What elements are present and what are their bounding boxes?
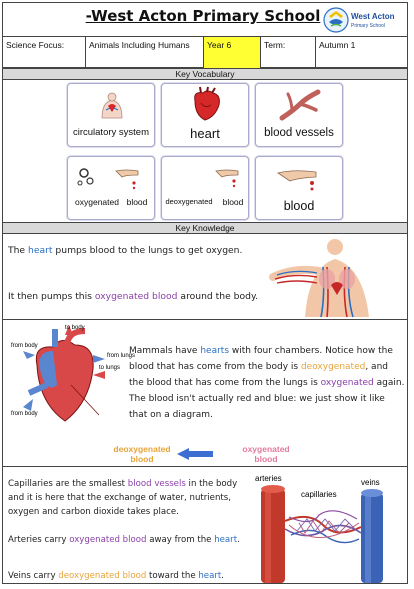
arrow-from-lungs bbox=[93, 371, 105, 379]
heart-chambers-diagram bbox=[9, 325, 136, 425]
section-divider bbox=[3, 466, 407, 467]
section-divider bbox=[3, 319, 407, 320]
vocab-blood-label: blood bbox=[283, 199, 315, 213]
knowledge-paragraph-arteries bbox=[8, 533, 244, 547]
label-to-body-1: to body bbox=[65, 325, 85, 331]
label-from-body-1: from body bbox=[11, 343, 38, 349]
text-segment: with four chambers. Notice how the blood that has come from the body is bbox=[129, 346, 393, 372]
vocab-deoxygenated-word: deoxygenated bbox=[165, 197, 213, 206]
knowledge-paragraph-capillaries bbox=[8, 477, 244, 519]
capillaries-diagram bbox=[249, 471, 405, 583]
text-segment: . bbox=[237, 535, 240, 545]
vocab-card-oxygenated-blood bbox=[67, 156, 155, 220]
keyword-heart: heart bbox=[214, 535, 238, 545]
arrow-from-body-1 bbox=[23, 351, 35, 359]
text-segment: pumps blood to the lungs to get oxygen. bbox=[52, 245, 243, 256]
text-segment: It then pumps this bbox=[8, 291, 95, 302]
human-circulation-image bbox=[265, 237, 385, 317]
vocabulary-grid bbox=[3, 81, 407, 222]
key-vocabulary-heading: Key Vocabulary bbox=[3, 68, 407, 80]
text-segment: Veins carry bbox=[8, 571, 59, 581]
label-to-lungs: to lungs bbox=[99, 365, 121, 371]
term-label: Term: bbox=[261, 37, 316, 68]
circulatory-system-icon bbox=[98, 92, 126, 118]
keyword-heart: heart bbox=[198, 571, 222, 581]
vocab-heart-label: heart bbox=[190, 126, 220, 141]
text-segment: again. The blood isn't actually red and blue: we just show it like that on a diagram. bbox=[129, 378, 405, 420]
text-segment: The bbox=[8, 245, 29, 256]
knowledge-paragraph-heart bbox=[8, 243, 258, 258]
oxygenated-blood-arrow-label: oxygenated blood bbox=[242, 444, 290, 464]
vocab-oxygenated-word: oxygenated bbox=[75, 197, 119, 207]
text-segment: Arteries carry bbox=[8, 535, 70, 545]
vocab-card-blood-vessels bbox=[255, 83, 343, 147]
text-segment: Mammals have bbox=[129, 346, 201, 356]
vocab-card-deoxygenated-blood bbox=[161, 156, 249, 220]
keyword-deoxygenated: deoxygenated bbox=[300, 362, 366, 372]
school-title: -West Acton Primary School bbox=[85, 7, 321, 25]
vocab-vessels-label: blood vessels bbox=[264, 127, 334, 139]
blood-drip-icon bbox=[276, 165, 324, 191]
keyword-oxygenated: oxygenated bbox=[320, 378, 374, 388]
label-arteries: arteries bbox=[255, 474, 282, 483]
keyword-oxygenated-blood: oxygenated blood bbox=[94, 291, 178, 302]
arrow-from-body-2 bbox=[23, 399, 33, 411]
vocab-circulatory-label: circulatory system bbox=[72, 127, 149, 138]
oxygenated-blood-icon bbox=[76, 163, 148, 191]
knowledge-organiser bbox=[2, 2, 408, 584]
deoxygenated-blood-arrow-label: deoxygenated blood bbox=[113, 444, 171, 464]
text-segment: away from the bbox=[146, 535, 215, 545]
text-segment: around the body. bbox=[177, 291, 258, 302]
science-focus-label: Science Focus: bbox=[3, 37, 86, 68]
vocab-oxygenated-blood-word: blood bbox=[126, 197, 148, 207]
arrow-left-blue-icon bbox=[177, 447, 213, 461]
vocab-deoxygenated-blood-word: blood bbox=[222, 197, 244, 207]
info-row bbox=[3, 37, 407, 68]
blood-vessels-icon bbox=[278, 88, 322, 122]
keyword-heart: heart bbox=[28, 245, 53, 256]
knowledge-paragraph-chambers bbox=[129, 343, 405, 423]
logo-emblem-icon bbox=[323, 6, 349, 34]
topic-value: Animals Including Humans bbox=[86, 37, 204, 68]
term-value: Autumn 1 bbox=[319, 40, 356, 50]
heart-icon bbox=[187, 87, 225, 121]
vocab-card-blood bbox=[255, 156, 343, 220]
keyword-deoxygenated-blood: deoxygenated blood bbox=[58, 571, 147, 581]
year-value: Year 6 bbox=[204, 37, 261, 68]
deoxygenated-blood-icon bbox=[212, 163, 244, 189]
text-segment: toward the bbox=[146, 571, 199, 581]
key-knowledge-heading: Key Knowledge bbox=[3, 222, 407, 234]
label-from-lungs: from lungs bbox=[107, 353, 136, 359]
label-veins: veins bbox=[361, 478, 380, 487]
arrow-to-lungs bbox=[93, 355, 105, 363]
header bbox=[3, 3, 407, 37]
text-segment: . bbox=[221, 571, 224, 581]
knowledge-paragraph-veins bbox=[8, 569, 248, 583]
keyword-oxygenated-blood: oxygenated blood bbox=[69, 535, 147, 545]
school-logo bbox=[323, 6, 405, 36]
knowledge-paragraph-pump bbox=[8, 289, 263, 304]
logo-name: West Acton bbox=[351, 12, 395, 21]
text-segment: Capillaries are the smallest bbox=[8, 479, 128, 489]
text-segment: in the body and it is here that the exchange of water, nutrients, oxygen and carbon dioxide takes place. bbox=[8, 479, 238, 517]
label-from-body-2: from body bbox=[11, 411, 38, 417]
label-capillaries: capillaries bbox=[301, 490, 337, 499]
text-segment: , and the blood that has come from the lungs is bbox=[129, 362, 388, 388]
logo-subtitle: Primary School bbox=[351, 23, 385, 29]
keyword-blood-vessels: blood vessels bbox=[127, 479, 186, 489]
vocab-card-circulatory bbox=[67, 83, 155, 147]
vocab-card-heart bbox=[161, 83, 249, 147]
keyword-hearts: hearts bbox=[200, 346, 230, 356]
